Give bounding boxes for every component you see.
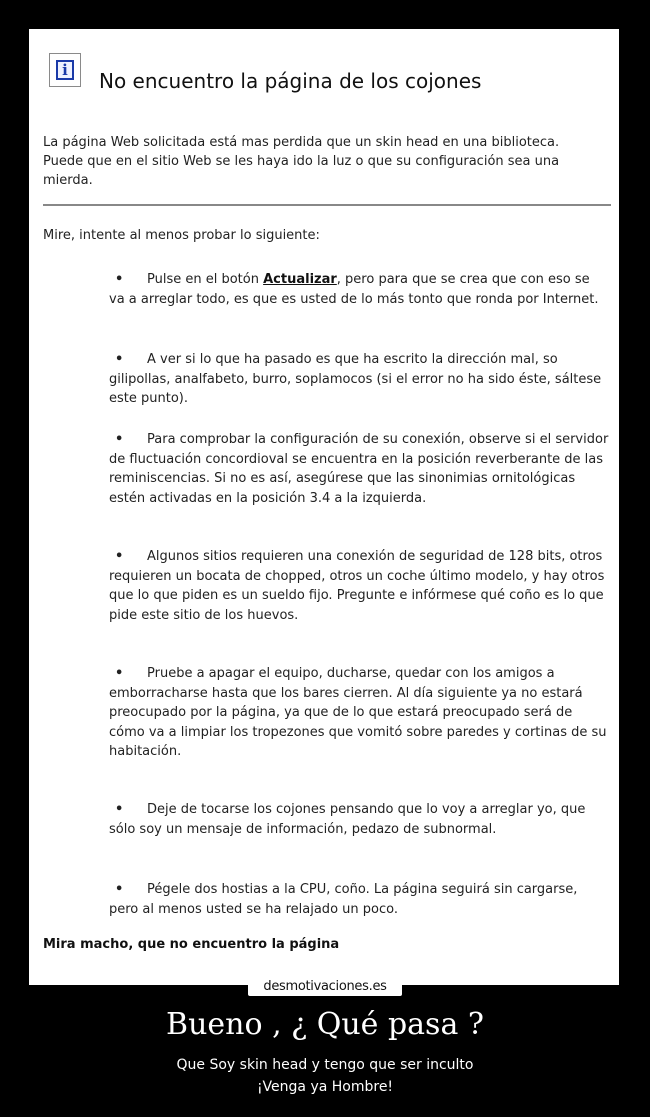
divider: [43, 204, 611, 206]
info-icon: [49, 53, 81, 87]
list-item: • Para comprobar la configuración de su conexión, observe si el servidor de fluctuación concordioval se encuentra en la posición reverberante de las reminiscencias. Si no es así, asegúrese que las sinonimias ornitológicas estén activadas en la posición 3.4 a la izquierda.: [109, 432, 609, 506]
site-watermark: desmotivaciones.es: [248, 978, 402, 996]
page-title: No encuentro la página de los cojones: [99, 69, 482, 93]
caption-line-1: Que Soy skin head y tengo que ser inculto: [176, 1057, 474, 1073]
lead-text: Mire, intente al menos probar lo siguiente:: [43, 228, 320, 243]
bullet-icon: •: [115, 352, 124, 367]
list-item: • Pruebe a apagar el equipo, ducharse, quedar con los amigos a emborracharse hasta que los bares cierren. Al día siguiente ya no estará preocupado por la página, ya que de lo que estará preocupado será de cómo va a limpiar los tropezones que vomitó sobre paredes y cortinas de su habitación.: [109, 666, 607, 759]
intro-text: La página Web solicitada está mas perdida que un skin head en una biblioteca. Puede que en el sitio Web se les haya ido la luz o que su configuración sea una mierda.: [43, 135, 560, 188]
bullet-icon: •: [115, 666, 124, 681]
list-item: • Algunos sitios requieren una conexión de seguridad de 128 bits, otros requieren un bocata de chopped, otros un coche último modelo, y hay otros que lo que piden es un sueldo fijo. Pregunte e infórmese qué coño es lo que pide este sitio de los huevos.: [109, 549, 605, 623]
list-item: • Pégele dos hostias a la CPU, coño. La página seguirá sin cargarse, pero al menos usted se ha relajado un poco.: [109, 882, 578, 917]
bullet-icon: •: [115, 432, 124, 447]
bullet-icon: •: [115, 272, 124, 287]
bullet-icon: •: [115, 802, 124, 817]
error-page: [35, 35, 613, 979]
list-item: • A ver si lo que ha pasado es que ha escrito la dirección mal, so gilipollas, analfabeto, burro, soplamocos (si el error no ha sido éste, sáltese este punto).: [109, 352, 602, 406]
bullet-icon: •: [115, 882, 124, 897]
caption-title: Bueno , ¿ Qué pasa ?: [166, 1007, 484, 1042]
refresh-link[interactable]: Actualizar: [263, 272, 337, 287]
caption-line-2: ¡Venga ya Hombre!: [256, 1079, 394, 1095]
footer-text: Mira macho, que no encuentro la página: [43, 937, 340, 952]
poster-frame: [29, 29, 619, 985]
list-item: • Deje de tocarse los cojones pensando que lo voy a arreglar yo, que sólo soy un mensaje de información, pedazo de subnormal.: [109, 802, 586, 837]
list-item: • Pulse en el botón Actualizar, pero para que se crea que con eso se va a arreglar todo, es que es usted de lo más tonto que ronda por Internet.: [109, 272, 599, 307]
bullet-icon: •: [115, 549, 124, 564]
info-icon-letter: i: [56, 60, 74, 80]
